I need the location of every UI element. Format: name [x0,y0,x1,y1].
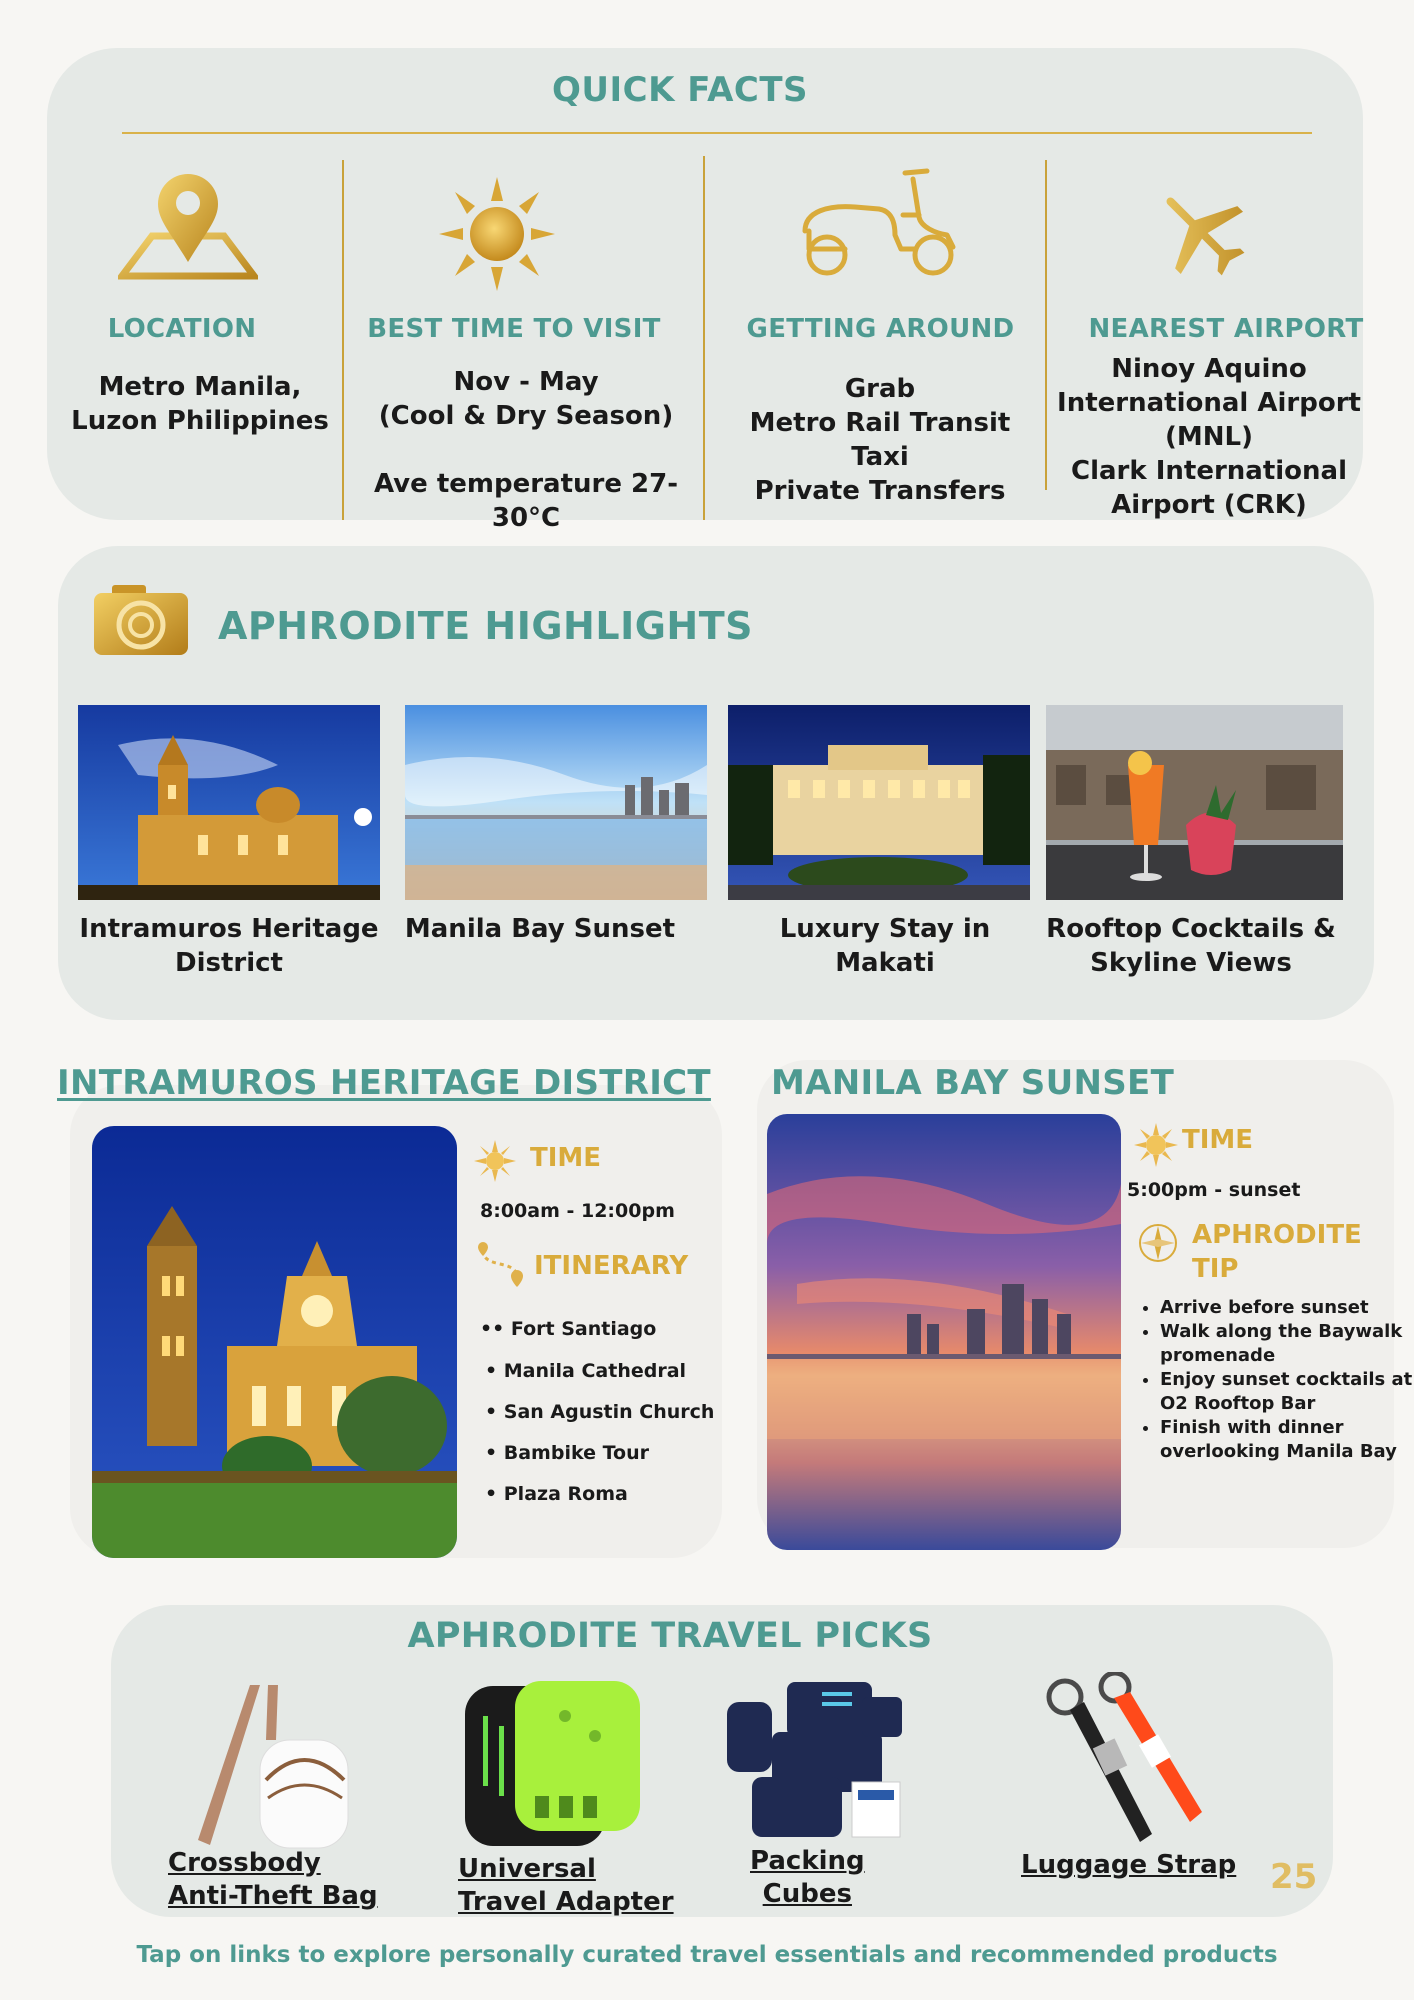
compass-icon [1137,1222,1179,1264]
time-label: TIME [530,1143,602,1173]
map-pin-icon [118,170,258,282]
column-divider [342,160,344,520]
transport-option: Metro Rail Transit [749,408,1011,438]
travel-picks-title: APHRODITE TRAVEL PICKS [407,1616,933,1656]
link-line[interactable]: Luggage Strap [1021,1850,1237,1880]
temperature-line: Ave temperature 27-30°C [373,469,678,533]
link-line[interactable]: Universal [458,1854,596,1884]
link-line[interactable]: Crossbody [168,1848,321,1878]
manila-bay-title: MANILA BAY SUNSET [771,1063,1175,1103]
itinerary-item: • Bambike Tour [485,1442,649,1464]
itinerary-item: • Plaza Roma [485,1483,628,1505]
intramuros-title-link[interactable]: INTRAMUROS HERITAGE DISTRICT [57,1063,711,1103]
tip-label-line: APHRODITE [1192,1220,1362,1250]
packing-cubes-image [722,1662,907,1844]
transport-option: Taxi [851,442,909,472]
best-time-line: Nov - May [453,367,599,397]
camera-icon [92,583,190,657]
tip-item: • Enjoy sunset cocktails at O2 Rooftop Bar [1160,1368,1414,1416]
airport-value [1050,352,1368,522]
manila-bay-sunset-photo [767,1114,1121,1550]
getting-around-title: GETTING AROUND [746,314,1015,344]
transport-option: Grab [844,374,916,404]
sun-icon [1134,1123,1178,1167]
getting-around-value [720,372,1040,508]
airport-line: Airport (CRK) [1111,490,1307,520]
itinerary-item: •• Fort Santiago [480,1318,657,1340]
luggage-strap-image [1040,1672,1210,1852]
time-value: 5:00pm - sunset [1127,1179,1301,1201]
best-time-value [350,365,702,535]
route-icon [477,1240,527,1290]
intramuros-image [78,705,380,900]
airport-title: NEAREST AIRPORT [1088,314,1364,344]
time-value: 8:00am - 12:00pm [480,1200,675,1222]
manila-bay-image [405,705,707,900]
tip-item: • Arrive before sunset [1160,1296,1414,1320]
caption-line: Intramuros Heritage [79,914,379,944]
airplane-icon [1152,183,1252,283]
sun-icon [437,175,557,293]
itinerary-item: • San Agustin Church [485,1401,715,1423]
sun-icon [474,1140,516,1182]
luggage-strap-link[interactable] [1021,1849,1236,1882]
best-time-line: (Cool & Dry Season) [378,401,674,431]
caption-line: Makati [835,948,935,978]
quick-facts-title: QUICK FACTS [551,70,809,110]
airport-line: (MNL) [1165,422,1253,452]
caption-line: Rooftop Cocktails & [1046,914,1336,944]
aphrodite-tip-label [1192,1218,1362,1286]
highlight-caption [1040,912,1342,980]
travel-adapter-link[interactable] [458,1853,674,1919]
makati-hotel-image [728,705,1030,900]
page-number: 25 [1270,1857,1318,1897]
link-line[interactable]: Travel Adapter [458,1887,674,1917]
caption-line: Manila Bay Sunset [404,914,676,944]
location-line: Luzon Philippines [71,406,329,436]
location-line: Metro Manila, [98,372,302,402]
highlight-caption [735,912,1035,980]
time-label: TIME [1182,1125,1254,1155]
best-time-title: BEST TIME TO VISIT [367,314,661,344]
airport-line: International Airport [1057,388,1361,418]
highlights-title: APHRODITE HIGHLIGHTS [218,604,753,648]
airport-line: Ninoy Aquino [1111,354,1307,384]
column-divider [703,156,705,520]
tip-item: • Finish with dinner overlooking Manila Bay [1160,1416,1414,1464]
travel-adapter-image [455,1676,645,1856]
tip-label-line: TIP [1192,1254,1239,1284]
caption-line: Skyline Views [1090,948,1292,978]
scooter-icon [795,155,965,281]
highlight-caption [78,912,380,980]
itinerary-item: • Manila Cathedral [485,1360,687,1382]
caption-line: Luxury Stay in [779,914,991,944]
packing-cubes-link[interactable] [750,1845,865,1911]
tip-list [1138,1296,1414,1464]
link-line[interactable]: Packing [750,1846,865,1876]
caption-line: District [175,948,283,978]
location-title: LOCATION [107,314,257,344]
airport-line: Clark International [1071,456,1347,486]
crossbody-bag-image [180,1680,350,1850]
tip-item: • Walk along the Baywalk promenade [1160,1320,1414,1368]
highlight-caption [390,912,690,946]
intramuros-cathedral-photo [92,1126,457,1558]
crossbody-bag-link[interactable] [168,1847,378,1913]
quick-facts-divider [122,132,1312,134]
location-value [58,370,342,438]
link-line[interactable]: Anti-Theft Bag [168,1881,378,1911]
link-line[interactable]: Cubes [762,1879,852,1909]
transport-option: Private Transfers [754,476,1006,506]
footer-note: Tap on links to explore personally curated travel essentials and recommended products [136,1942,1278,1968]
column-divider [1045,160,1047,490]
rooftop-cocktail-image [1046,705,1343,900]
itinerary-label: ITINERARY [534,1251,689,1281]
